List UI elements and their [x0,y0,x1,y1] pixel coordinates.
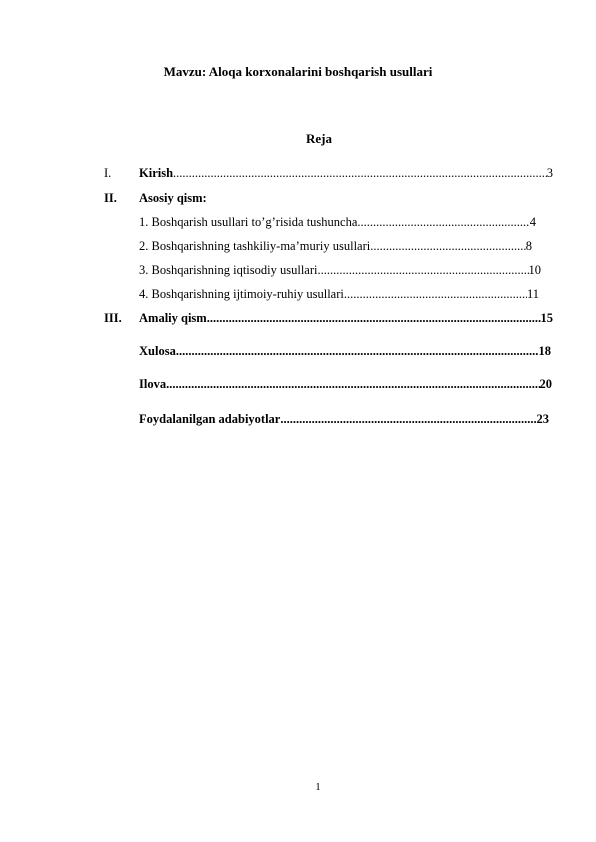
toc-subentry-2[interactable] [139,239,532,254]
toc-entry-page: 23 [536,412,549,426]
toc-leader-dots [357,215,529,230]
toc-entry-page: 18 [538,344,551,358]
toc-numeral-practical: III. [104,311,122,325]
toc-leader-dots [207,311,541,326]
toc-numeral-intro: I. [104,166,112,180]
toc-entry-label: Kirish [139,166,174,180]
toc-subentry-1[interactable] [139,215,536,230]
toc-numeral-main: II. [104,191,117,205]
toc-entry-intro[interactable] [139,166,553,181]
toc-leader-dots [176,344,539,359]
toc-entry-conclusion[interactable] [139,344,551,359]
toc-leader-dots [344,287,527,302]
page-number: 1 [315,781,321,793]
toc-entry-label: Ilova [139,377,167,391]
toc-subentry-4[interactable] [139,287,539,302]
toc-entry-page: 15 [540,311,553,325]
toc-entry-appendix[interactable] [139,377,552,392]
toc-entry-label: 4. Boshqarishning ijtimoiy-ruhiy usullari [139,287,344,301]
toc-leader-dots [280,412,536,427]
toc-entry-references[interactable] [139,412,549,427]
toc-entry-page: 11 [526,287,539,301]
toc-entry-page: 20 [539,377,552,391]
toc-entry-label: 1. Boshqarish usullari to’g’risida tushuncha [139,215,358,229]
toc-leader-dots [370,239,526,254]
toc-entry-page: 10 [528,263,541,277]
toc-leader-dots [173,166,547,181]
toc-subentry-3[interactable] [139,263,541,278]
toc-entry-label: 2. Boshqarishning tashkiliy-ma’muriy usullari [139,239,371,253]
toc-entry-label: 3. Boshqarishning iqtisodiy usullari [139,263,318,277]
toc-entry-main[interactable] [139,191,439,206]
page-title: Mavzu: Aloqa korxonalarini boshqarish usullari [163,64,433,79]
toc-entry-practical[interactable] [139,311,553,326]
toc-leader-dots [317,263,528,278]
toc-entry-label: Amaliy qism [139,311,207,325]
toc-entry-page: 4 [529,215,536,229]
toc-entry-page: 3 [546,166,553,180]
toc-entry-label: Asosiy qism: [139,191,207,205]
toc-leader-dots [166,377,539,392]
toc-entry-label: Xulosa [139,344,176,358]
plan-heading: Reja [306,131,332,146]
toc-entry-page: 8 [525,239,532,253]
toc-entry-label: Foydalanilgan adabiyotlar [139,412,281,426]
